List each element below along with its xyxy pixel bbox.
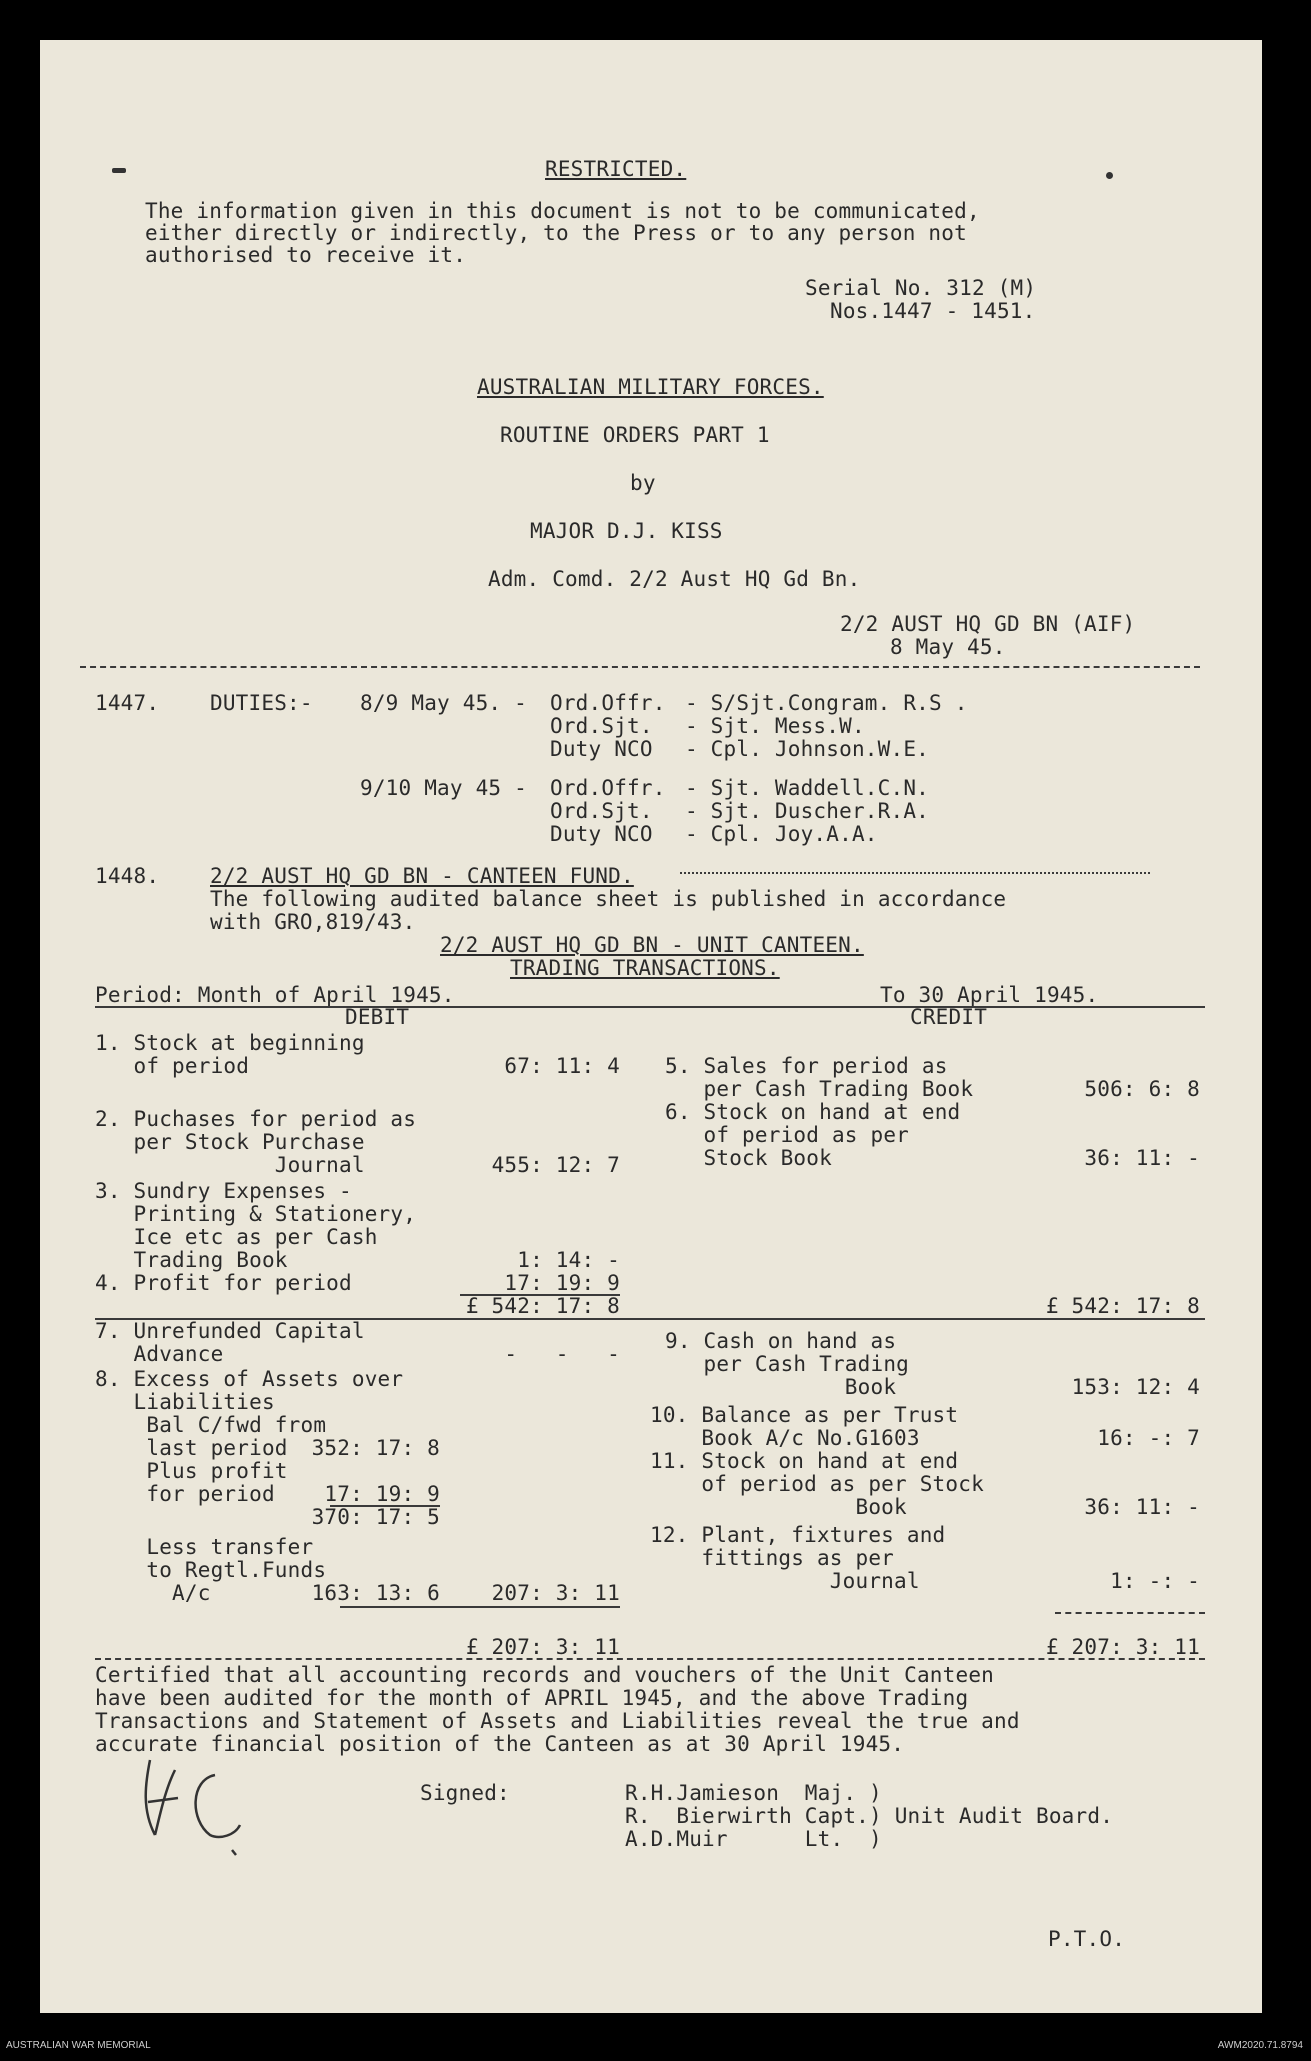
certificate-line-1: Certified that all accounting records and vouchers of the Unit Canteen xyxy=(95,1663,995,1687)
credit-total: £ 542: 17: 8 xyxy=(1045,1294,1200,1318)
liability-item-label: 8. Excess of Assets over Liabilities Bal C/fwd from last period Plus profit for period xyxy=(95,1367,404,1506)
debit-heading: DEBIT xyxy=(345,1005,410,1029)
restricted-heading: RESTRICTED. xyxy=(545,157,687,181)
by-text: by xyxy=(630,471,656,495)
asset-item-label: 10. Balance as per Trust Book A/c No.G1603 xyxy=(650,1403,959,1450)
ink-mark xyxy=(112,168,126,173)
dotted-line xyxy=(680,872,1150,874)
duty-name: - Sjt. Duscher.R.A. xyxy=(685,799,930,823)
debit-total: £ 542: 17: 8 xyxy=(465,1294,620,1318)
asset-total: £ 207: 3: 11 xyxy=(1045,1635,1200,1659)
liability-subvalue: 352: 17: 8 xyxy=(311,1436,440,1460)
handwritten-initials xyxy=(120,1740,280,1880)
orders-title: ROUTINE ORDERS PART 1 xyxy=(500,423,770,447)
liability-subvalue: 163: 13: 6 xyxy=(311,1581,440,1605)
officer-name: MAJOR D.J. KISS xyxy=(530,519,723,543)
divider xyxy=(80,666,1200,668)
credit-item-label: 6. Stock on hand at end of period as per Stock Book xyxy=(665,1100,961,1170)
duty-role: Ord.Sjt. xyxy=(550,714,653,738)
signatory: R.H.Jamieson Maj. ) xyxy=(625,1781,882,1805)
canteen-text-2: with GRO,819/43. xyxy=(210,910,416,934)
certificate-line-3: Transactions and Statement of Assets and Liabilities reveal the true and xyxy=(95,1709,1020,1733)
subtotal-rule xyxy=(340,1606,620,1608)
duty-name: - S/Sjt.Congram. R.S . xyxy=(685,691,968,715)
asset-item-value: 1: -: - xyxy=(1110,1569,1200,1593)
footer-reference: AWM2020.71.8794 xyxy=(1217,2040,1303,2051)
subtotal-rule xyxy=(1055,1612,1205,1614)
serial-number: Serial No. 312 (M) xyxy=(805,276,1037,300)
asset-item-label: 9. Cash on hand as per Cash Trading Book xyxy=(665,1329,910,1399)
canteen-subtitle: TRADING TRANSACTIONS. xyxy=(510,956,780,980)
credit-heading: CREDIT xyxy=(910,1005,988,1029)
canteen-number: 1448. xyxy=(95,864,160,888)
order-numbers: Nos.1447 - 1451. xyxy=(830,299,1036,323)
notice-line-2: either directly or indirectly, to the Press or to any person not xyxy=(145,221,967,245)
credit-item-label: 5. Sales for period as per Cash Trading Book xyxy=(665,1054,974,1101)
duty-role: Duty NCO xyxy=(550,822,653,846)
liability-total: £ 207: 3: 11 xyxy=(465,1635,620,1659)
duties-number: 1447. xyxy=(95,691,160,715)
ink-spot xyxy=(1106,172,1113,179)
debit-item-label: 2. Puchases for period as per Stock Purchase Journal xyxy=(95,1107,417,1177)
duties-date-1: 8/9 May 45. - xyxy=(360,691,527,715)
asset-item-label: 12. Plant, fixtures and fittings as per Journal xyxy=(650,1523,946,1593)
duties-date-2: 9/10 May 45 - xyxy=(360,776,527,800)
notice-line-1: The information given in this document is not to be communicated, xyxy=(145,199,980,223)
asset-item-value: 153: 12: 4 xyxy=(1071,1375,1200,1399)
certificate-line-4: accurate financial position of the Canteen as at 30 April 1945. xyxy=(95,1732,905,1756)
canteen-title: 2/2 AUST HQ GD BN - UNIT CANTEEN. xyxy=(440,933,864,957)
asset-item-label: 11. Stock on hand at end of period as per Stock Book xyxy=(650,1449,984,1519)
liability-subvalue: 370: 17: 5 xyxy=(311,1505,440,1529)
credit-item-value: 506: 6: 8 xyxy=(1084,1077,1200,1101)
liability-subvalue: 17: 19: 9 xyxy=(324,1482,440,1506)
canteen-heading: 2/2 AUST HQ GD BN - CANTEEN FUND. xyxy=(210,864,634,888)
duty-name: - Cpl. Joy.A.A. xyxy=(685,822,878,846)
period-from: Period: Month of April 1945. xyxy=(95,983,455,1007)
duty-role: Ord.Offr. xyxy=(550,691,666,715)
debit-item-value: 1: 14: - xyxy=(517,1248,620,1272)
forces-title: AUSTRALIAN MILITARY FORCES. xyxy=(477,375,824,399)
footer-source: AUSTRALIAN WAR MEMORIAL xyxy=(6,2040,151,2051)
debit-item-label: 4. Profit for period xyxy=(95,1271,352,1295)
liability-item-value: 207: 3: 11 xyxy=(491,1581,620,1605)
signed-label: Signed: xyxy=(420,1781,510,1805)
duty-name: - Cpl. Johnson.W.E. xyxy=(685,737,930,761)
period-rule xyxy=(95,1006,1205,1008)
pto-mark: P.T.O. xyxy=(1048,1927,1126,1951)
signatory: A.D.Muir Lt. ) xyxy=(625,1827,882,1851)
duties-label: DUTIES:- xyxy=(210,691,313,715)
asset-item-value: 16: -: 7 xyxy=(1097,1426,1200,1450)
notice-line-3: authorised to receive it. xyxy=(145,243,467,267)
debit-item-value: 67: 11: 4 xyxy=(504,1054,620,1078)
signatory: R. Bierwirth Capt.) Unit Audit Board. xyxy=(625,1804,1114,1828)
liability-item-value: - - - xyxy=(504,1342,620,1366)
document-page xyxy=(40,40,1262,2013)
debit-item-value: 17: 19: 9 xyxy=(504,1271,620,1295)
duty-role: Duty NCO xyxy=(550,737,653,761)
command-line: Adm. Comd. 2/2 Aust HQ Gd Bn. xyxy=(488,567,861,591)
duty-name: - Sjt. Mess.W. xyxy=(685,714,865,738)
credit-item-value: 36: 11: - xyxy=(1084,1146,1200,1170)
certificate-line-2: have been audited for the month of APRIL 1945, and the above Trading xyxy=(95,1686,969,1710)
canteen-text-1: The following audited balance sheet is published in accordance xyxy=(210,887,1007,911)
debit-item-label: 3. Sundry Expenses - Printing & Stationery, Ice etc as per Cash Trading Book xyxy=(95,1179,417,1272)
unit-name: 2/2 AUST HQ GD BN (AIF) xyxy=(840,612,1136,636)
duty-name: - Sjt. Waddell.C.N. xyxy=(685,776,930,800)
unit-date: 8 May 45. xyxy=(890,635,1006,659)
asset-item-value: 36: 11: - xyxy=(1084,1495,1200,1519)
debit-item-label: 1. Stock at beginning of period xyxy=(95,1031,365,1078)
liability-item-label: 7. Unrefunded Capital Advance xyxy=(95,1319,365,1366)
duty-role: Ord.Offr. xyxy=(550,776,666,800)
period-to: To 30 April 1945. xyxy=(880,983,1099,1007)
duty-role: Ord.Sjt. xyxy=(550,799,653,823)
debit-item-value: 455: 12: 7 xyxy=(491,1153,620,1177)
liability-item-label: Less transfer to Regtl.Funds A/c xyxy=(146,1535,327,1605)
